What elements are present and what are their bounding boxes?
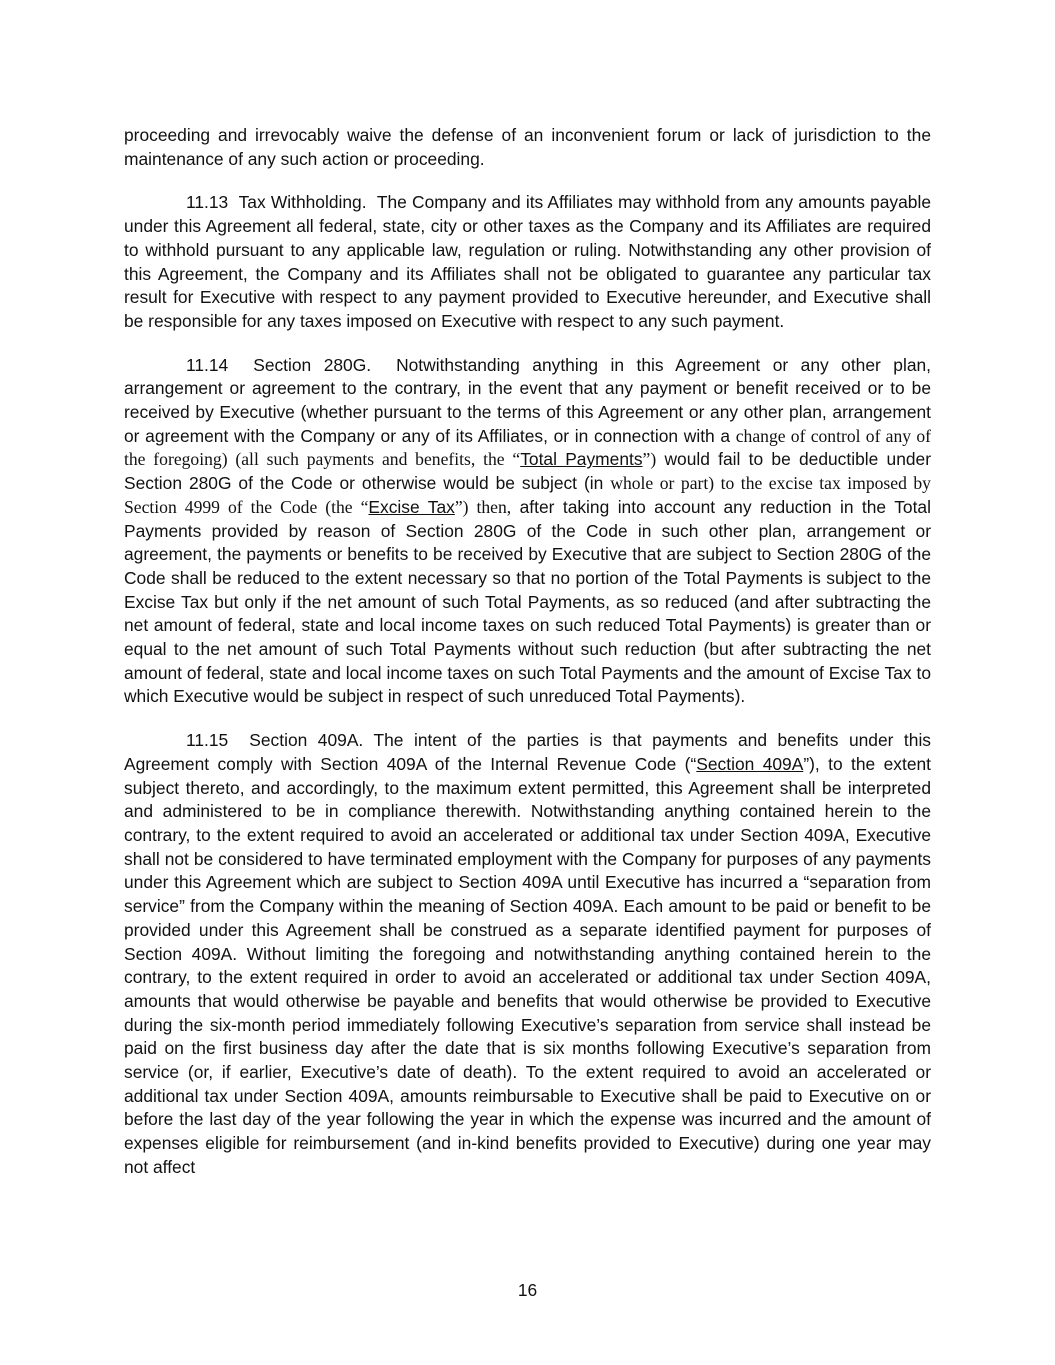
section-11-13-title: Tax Withholding. bbox=[238, 192, 367, 213]
section-11-14-serif-part-1: change of control of any of the foregoing) (all such payments and benefits, the “ bbox=[124, 425, 931, 470]
section-11-15-number: 11.15 bbox=[186, 730, 229, 751]
defined-term-total-payments: Total Payments bbox=[520, 449, 643, 470]
section-11-13-body: The Company and its Affiliates may withhold from any amounts payable under this Agreement all federal, state, city or other taxes as the Company and its Affiliates are required to withhold pursuant to any applicable law, regulation or ruling. Notwithstanding any other provision of this Agreement, the Company and its Affiliates shall not be obligated to guarantee any particular tax result for Executive with respect to any payment provided to Executive hereunder, and Executive shall be responsible for any taxes imposed on Executive with respect to any such payment. bbox=[124, 192, 931, 331]
section-11-14-body-part-3: after taking into account any reduction in the Total Payments provided by reason of Section 280G of the Code in such other plan, arrangement or agreement, the payments or benefits to be received by Executive that are subject to Section 280G of the Code shall be reduced to the extent necessary so that no portion of the Total Payments is subject to the Excise Tax but only if the net amount of such Total Payments, as so reduced (and after subtracting the net amount of federal, state and local income taxes on such reduced Total Payments) is greater than or equal to the net amount of such Total Payments without such reduction (but after subtracting the net amount of federal, state and local income taxes on such Total Payments and the amount of Excise Tax to which Executive would be subject in respect of such unreduced Total Payments). bbox=[124, 496, 931, 707]
section-11-14-serif-part-3: whole or part) to the excise tax imposed by Section 4999 of the Code (the “ bbox=[124, 473, 931, 517]
section-11-14-serif-part-4: ”) then, bbox=[454, 496, 512, 517]
page-number: 16 bbox=[517, 1280, 538, 1300]
section-11-14-number: 11.14 bbox=[186, 354, 229, 375]
section-11-14-serif-part-2: ”) bbox=[642, 449, 657, 470]
continuation-paragraph bbox=[124, 124, 931, 171]
section-11-15-paragraph bbox=[124, 729, 931, 1179]
section-11-13-paragraph bbox=[124, 191, 931, 333]
section-11-15-title: Section 409A. bbox=[249, 730, 364, 751]
section-11-14-body-part-2: would fail to be deductible under Section 280G of the Code or otherwise would be subject (in bbox=[124, 449, 932, 494]
section-11-13-number: 11.13 bbox=[186, 192, 229, 213]
document-page bbox=[124, 124, 931, 1180]
section-11-15-body-part-2: ”), to the extent subject thereto, and accordingly, to the maximum extent permitted, this Agreement shall be interpreted and administered to be in compliance therewith. Notwithstanding anything contained herein to the contrary, to the extent required to avoid an accelerated or additional tax under Section 409A, Executive shall not be considered to have terminated employment with the Company for purposes of any payments under this Agreement which are subject to Section 409A until Executive has incurred a “separation from service” from the Company within the meaning of Section 409A. Each amount to be paid or benefit to be provided under this Agreement shall be construed as a separate identified payment for purposes of Section 409A. Without limiting the foregoing and notwithstanding anything contained herein to the contrary, to the extent required in order to avoid an accelerated or additional tax under Section 409A, amounts that would otherwise be payable and benefits that would otherwise be provided to Executive during the six-month period immediately following Executive’s separation from service shall instead be paid on the first business day after the date that is six months following Executive’s separation from service (or, if earlier, Executive’s date of death). To the extent required to avoid an accelerated or additional tax under Section 409A, amounts reimbursable to Executive shall be paid to Executive on or before the last day of the year following the year in which the expense was incurred and the amount of expenses eligible for reimbursement (and in-kind benefits provided to Executive) during one year may not affect bbox=[124, 753, 932, 1177]
defined-term-section-409a: Section 409A bbox=[696, 753, 804, 774]
section-11-15-body-part-1: The intent of the parties is that payments and benefits under this Agreement comply with Section 409A of the Internal Revenue Code (“ bbox=[124, 730, 931, 774]
section-11-14-paragraph bbox=[124, 354, 931, 710]
continuation-text: proceeding and irrevocably waive the defense of an inconvenient forum or lack of jurisdiction to the maintenance of any such action or proceeding. bbox=[124, 125, 931, 169]
section-11-14-title: Section 280G. bbox=[253, 354, 372, 375]
defined-term-excise-tax: Excise Tax bbox=[368, 496, 455, 517]
section-11-14-body-part-1: Notwithstanding anything in this Agreement or any other plan, arrangement or agreement to the contrary, in the event that any payment or benefit received or to be received by Executive (whether pursuant to the terms of this Agreement or any other plan, arrangement or agreement with the Company or any of its Affiliates, or in connection with a bbox=[124, 354, 932, 446]
